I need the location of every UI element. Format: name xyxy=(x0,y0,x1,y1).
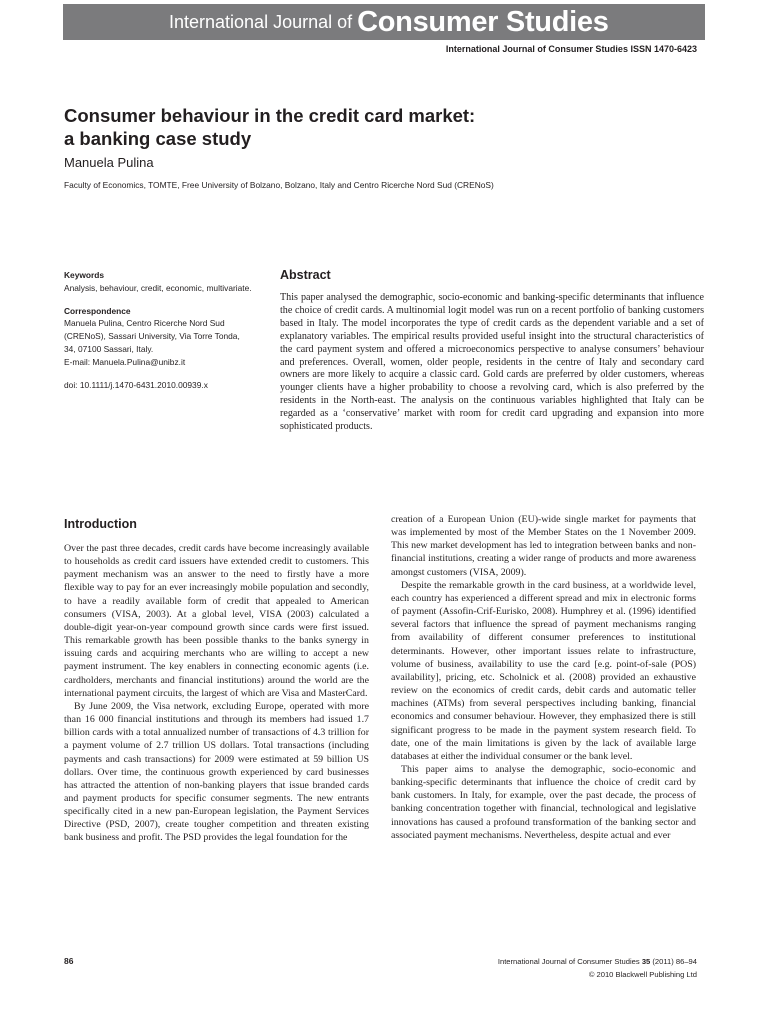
body-column-right xyxy=(391,513,696,842)
correspondence-line: (CRENoS), Sassari University, Via Torre Tonda, xyxy=(64,331,240,342)
correspondence-heading: Correspondence xyxy=(64,305,131,316)
correspondence-line: Manuela Pulina, Centro Ricerche Nord Sud xyxy=(64,318,225,329)
article-title xyxy=(64,104,704,150)
body-column-left xyxy=(64,542,369,845)
footer-journal-name: International Journal of Consumer Studies xyxy=(497,957,642,966)
keywords-text: Analysis, behaviour, credit, economic, multivariate. xyxy=(64,282,252,293)
keywords-heading: Keywords xyxy=(64,270,105,280)
introduction-heading: Introduction xyxy=(64,517,137,531)
paragraph: Over the past three decades, credit cards have become increasingly available to households as credit card issuers have extended credit to customers. This payment mechanism was an answer to the need to firstly have a more flexible way to pay for an ever increasingly mobile population and secondly, to have a readily available form of credit that appealed to American consumers (VISA, 2003). At a global level, VISA (2003) calculated a double-digit year-on-year compound growth since cards were first issued. This remarkable growth has been possible thanks to the banks synergy in issuing cards and acquiring merchants who are willing to accept a new payment instrument. The key enablers in connecting economic agents (i.e. cardholders, merchants and financial institutions) around the world are the international payment circuits, the largest of which are Visa and MasterCard. xyxy=(64,543,369,699)
issn-line: International Journal of Consumer Studies ISSN 1470-6423 xyxy=(445,44,697,54)
title-line-2: a banking case study xyxy=(64,128,252,149)
page-number: 86 xyxy=(64,956,74,966)
correspondence-line: 34, 07100 Sassari, Italy. xyxy=(64,343,154,354)
banner-prefix: International Journal of xyxy=(169,11,353,32)
footer-copyright: © 2010 Blackwell Publishing Ltd xyxy=(588,969,697,979)
correspondence-block xyxy=(64,305,264,369)
correspondence-email[interactable]: E-mail: Manuela.Pulina@unibz.it xyxy=(64,356,186,367)
article-metadata xyxy=(64,269,264,401)
abstract-heading: Abstract xyxy=(280,268,331,282)
banner-journal-name: Consumer Studies xyxy=(357,5,609,38)
footer-volume: 35 xyxy=(641,957,651,966)
footer-journal xyxy=(498,956,697,969)
abstract-text: This paper analysed the demographic, socio-economic and banking-specific determinants that influence the choice of credit cards. A multinomial logit model was run on a recent portfolio of banking customers based in Italy. The model incorporates the type of credit cards as the dependent variable and a set of explanatory variables. The empirical results provided useful insight into the structural characteristics of the card payment system and offered a microeconomics perspective to analyse consumers’ behaviour and preferences. Overall, women, older people, residents in the centre of Italy and secondary card owners are more likely to acquire a classic card. Gold cards are preferred by older customers, whereas younger clients have a higher probability to choose a revolving card, which is also preferred by the residents in the North-east. The analysis on the continuous variables highlighted that Italy can be regarded as a ‘conservative’ market with room for credit card upgrading and expansion into more sophisticated products. xyxy=(280,292,704,433)
author-affiliation: Faculty of Economics, TOMTE, Free University of Bolzano, Bolzano, Italy and Centro Ricerche Nord Sud (CRENoS) xyxy=(64,180,494,190)
footer-year-pages: (2011) 86–94 xyxy=(650,957,697,966)
author-name: Manuela Pulina xyxy=(64,155,154,170)
doi[interactable]: doi: 10.1111/j.1470-6431.2010.00939.x xyxy=(64,379,208,390)
paragraph: creation of a European Union (EU)-wide single market for payments that was implemented by most of the Member States on the 1 November 2009. This new market development has led to integration between banks and non-financial institutions, creating a wider range of products and more awareness amongst customers (VISA, 2009). xyxy=(391,514,696,578)
keywords-block xyxy=(64,269,264,295)
paragraph: By June 2009, the Visa network, excluding Europe, operated with more than 16 000 financial institutions and through its members had issued 1.7 billion cards with a total annualized number of transactions of 4.3 trillion for a payment volume of 2.7 trillion US dollars. Total transactions (including payments and cash transactions) for 2009 were estimated at 59 billion US dollars. Over time, the continuous growth experienced by card businesses has attracted the attention of non-banking players that issue branded cards and payment products for specific consumer segments. The new entrants specifically cited in a new pan-European legislation, the Payment Services Directive (PSD, 2007), create tougher competition and threaten existing bank business and profit. The PSD provides the legal foundation for the xyxy=(64,700,369,844)
paragraph: Despite the remarkable growth in the card business, at a worldwide level, each country has experienced a different spread and mix in electronic forms of payment (Assofin-Crif-Eurisko, 2008). Humphrey et al. (1996) identified several factors that influence the spread of payment mechanisms ranging from availability of different consumer preferences to institutional determinants. However, other important issues relate to infrastructure, volume of business, availability to use the card [e.g. point-of-sale (POS) availability], pricing, etc. Scholnick et al. (2008) provided an exhaustive review on the economics of credit cards, debit cards and automatic teller machines (ATMs) from several perspectives including banking, financial economics and consumer behaviour. However, they emphasized there is still significant progress to be made in the payment system research field. To date, one of the main limitations is given by the lack of available large databases at either the individual consumer or the bank level. xyxy=(391,579,696,762)
paragraph: This paper aims to analyse the demographic, socio-economic and banking-specific determinants that influence the choice of credit card by bank customers. In Italy, for example, over the past decade, the process of banking concentration together with financial, technological and legislative innovations has caused a profound transformation of the banking sector and associated payment mechanisms. Nevertheless, despite actual and ever xyxy=(391,763,696,841)
title-line-1: Consumer behaviour in the credit card market: xyxy=(64,105,476,126)
footer-citation xyxy=(498,956,697,981)
journal-banner xyxy=(63,4,705,40)
